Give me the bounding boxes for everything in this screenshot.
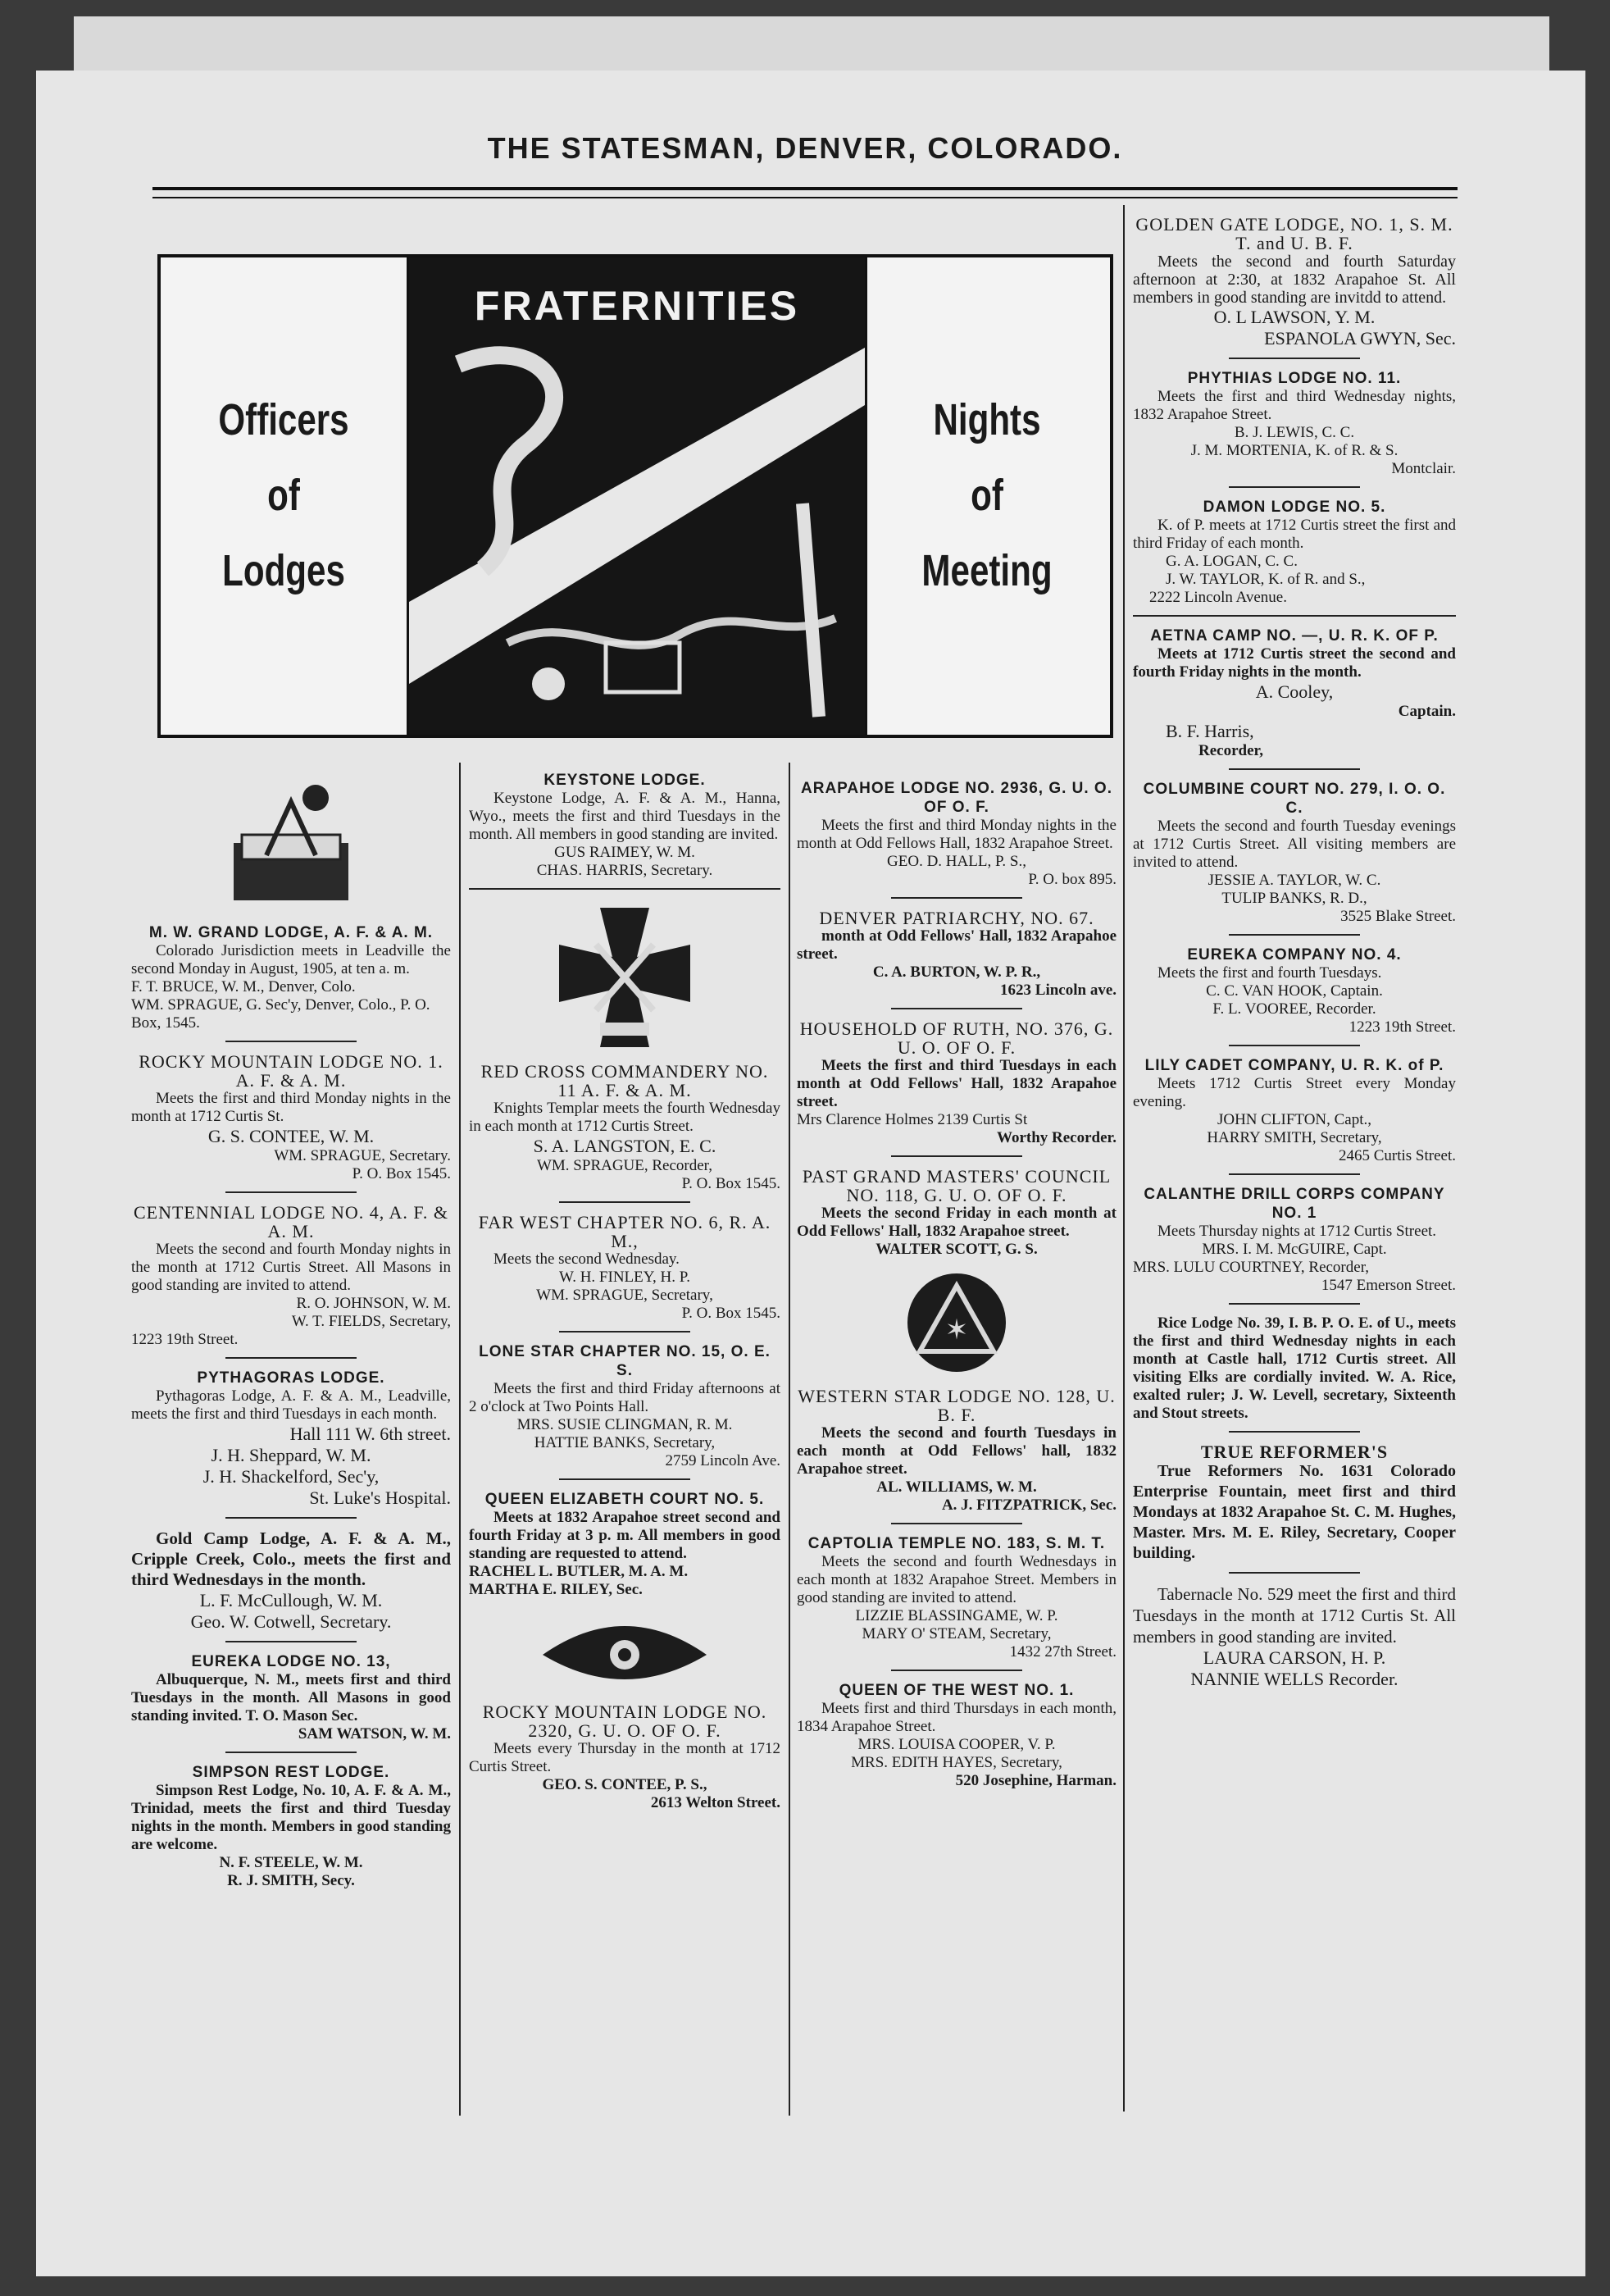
lodge-officer: Hall 111 W. 6th street. (289, 1424, 451, 1444)
separator (225, 1041, 357, 1042)
separator (891, 1670, 1022, 1671)
lodge-description: Rice Lodge No. 39, I. B. P. O. E. of U., meets the first and third Wednesday nights in each month at Castle hall, 1712 Curtis street. All visiting Elks are cordially invited. W. A. Rice, exalted ruler; J. W. Levell, secretary, Sixteenth and Stout streets. (1133, 1314, 1456, 1422)
lodge-description: Meets the first and third Monday nights in the month at 1712 Curtis St. (131, 1090, 451, 1125)
lodge-officer: 1623 Lincoln ave. (1000, 982, 1117, 999)
lodge-listing (1133, 1056, 1456, 1165)
lodge-title: CALANTHE DRILL CORPS COMPANY NO. 1 (1144, 1186, 1445, 1222)
lodge-listing (131, 1369, 451, 1509)
lodge-officer: 1432 27th Street. (1009, 1643, 1117, 1660)
lodge-officer: JOHN CLIFTON, Capt., (1217, 1111, 1372, 1128)
separator (1229, 358, 1360, 359)
lodge-title: CAPTOLIA TEMPLE NO. 183, S. M. T. (807, 1535, 1106, 1552)
lodge-officer: J. M. MORTENIA, K. of R. & S. (1190, 442, 1399, 459)
lodge-officer: B. F. Harris, (1166, 721, 1254, 741)
lodge-officer: MARTHA E. RILEY, Sec. (469, 1581, 643, 1598)
lodge-officer: G. S. CONTEE, W. M. (207, 1126, 375, 1146)
lodge-officer: O. L LAWSON, Y. M. (1213, 307, 1376, 327)
lodge-description: Colorado Jurisdiction meets in Leadville the second Monday in August, 1905, at ten a. m. (131, 942, 451, 977)
lodge-officer: LIZZIE BLASSINGAME, W. P. (855, 1607, 1058, 1624)
lodge-description: Meets the second Wednesday. (493, 1250, 680, 1268)
lodge-description: Knights Templar meets the fourth Wednesday in each month at 1712 Curtis Street. (469, 1100, 780, 1135)
separator (891, 1155, 1022, 1157)
lodge-officer: C. A. BURTON, W. P. R., (872, 963, 1041, 981)
lodge-officer: JESSIE A. TAYLOR, W. C. (1208, 872, 1381, 889)
lodge-title: LONE STAR CHAPTER NO. 15, O. E. S. (479, 1343, 771, 1379)
separator (225, 1752, 357, 1753)
lodge-listing (469, 1342, 780, 1470)
lodge-description: True Reformers No. 1631 Colorado Enterprise Fountain, meet first and third Mondays at 1832 Arapahoe St. C. M. Hughes, Master. Mrs. M. E. Riley, Secretary, Cooper building. (1133, 1462, 1456, 1562)
separator (1229, 1173, 1360, 1175)
lodge-listing (469, 771, 780, 880)
lodge-title: PHYTHIAS LODGE NO. 11. (1187, 370, 1402, 387)
separator (469, 888, 780, 890)
lodge-officer: ESPANOLA GWYN, Sec. (1264, 328, 1456, 348)
lodge-description: Meets the first and third Tuesdays in each month at Odd Fellows' Hall, 1832 Arapahoe street. (797, 1057, 1117, 1110)
lodge-listing (797, 1019, 1117, 1147)
lodge-officer: Montclair. (1391, 460, 1456, 477)
lodge-officer: GEO. D. HALL, P. S., (887, 853, 1026, 870)
lodge-description: K. of P. meets at 1712 Curtis street the first and third Friday of each month. (1133, 517, 1456, 552)
lodge-description: Meets the second and fourth Tuesdays in each month at Odd Fellows' hall, 1832 Arapahoe street. (797, 1424, 1117, 1478)
separator (559, 1201, 690, 1203)
lodge-officer: WM. SPRAGUE, Recorder, (536, 1157, 713, 1174)
lodge-officer: CHAS. HARRIS, Secretary. (536, 862, 713, 879)
lodge-officer: MRS. EDITH HAYES, Secretary, (851, 1754, 1062, 1771)
lodge-description: Meets the second and fourth Saturday afternoon at 2:30, at 1832 Arapahoe St. All members in good standing are invitdd to attend. (1133, 253, 1456, 307)
lodge-title: LILY CADET COMPANY, U. R. K. of P. (1144, 1057, 1444, 1074)
lodge-officer: P. O. Box 1545. (681, 1305, 780, 1322)
lodge-description: Meets the second and fourth Wednesdays in each month at 1832 Arapahoe Street. Members in good standing are invited to attend. (797, 1553, 1117, 1606)
lodge-description: Meets the second and fourth Monday nights in the month at 1712 Curtis Street. All Masons in good standing are invited to attend. (131, 1241, 451, 1294)
lodge-officer: WM. SPRAGUE, G. Sec'y, Denver, Colo., P. O. Box, 1545. (131, 996, 430, 1032)
lodge-listing (469, 1213, 780, 1323)
column-3 (797, 779, 1117, 1790)
lodge-officer: HARRY SMITH, Secretary, (1207, 1129, 1382, 1146)
lodge-officer: J. H. Shackelford, Sec'y, (202, 1466, 380, 1487)
lodge-listing (131, 1052, 451, 1183)
lodge-listing (1133, 626, 1456, 760)
lodge-officer: G. A. LOGAN, C. C. (1166, 553, 1298, 570)
lodge-description: Pythagoras Lodge, A. F. & A. M., Leadville, meets the first and third Tuesdays in each month. (131, 1387, 451, 1423)
lodge-officer: HATTIE BANKS, Secretary, (534, 1434, 716, 1451)
banner-art-title: FRATERNITIES (474, 283, 800, 329)
lodge-listing (1133, 498, 1456, 607)
banner-right-line: Meeting (921, 545, 1053, 595)
lodge-listing (469, 1490, 780, 1599)
lodge-officer: A. J. FITZPATRICK, Sec. (941, 1496, 1117, 1514)
column-2 (469, 771, 780, 1812)
separator (225, 1517, 357, 1519)
lodge-description: Meets first and third Thursdays in each month, 1834 Arapahoe Street. (797, 1700, 1117, 1735)
lodge-officer: P. O. Box 1545. (681, 1175, 780, 1192)
templar-cross-emblem-icon (551, 900, 698, 1055)
lodge-listing (797, 1167, 1117, 1259)
lodge-officer: SAM WATSON, W. M. (298, 1725, 451, 1742)
lodge-officer: F. L. VOOREE, Recorder. (1212, 1000, 1376, 1018)
lodge-title: CENTENNIAL LODGE NO. 4, A. F. & A. M. (133, 1202, 449, 1241)
lodge-officer: LAURA CARSON, H. P. (1203, 1647, 1386, 1668)
lodge-officer: St. Luke's Hospital. (309, 1487, 451, 1508)
lodge-listing (131, 1652, 451, 1743)
lodge-listing (469, 1062, 780, 1193)
lodge-description: Tabernacle No. 529 meet the first and third Tuesdays in the month at 1712 Curtis St. All members in good standing are invited. (1133, 1584, 1456, 1647)
lodge-description: month at Odd Fellows' Hall, 1832 Arapahoe street. (797, 927, 1117, 963)
separator (559, 1331, 690, 1332)
lodge-description: Meets at 1832 Arapahoe street second and fourth Friday at 3 p. m. All members in good standing are requested to attend. (469, 1509, 780, 1562)
lodge-listing (131, 1203, 451, 1349)
separator (559, 1478, 690, 1480)
separator (1229, 1303, 1360, 1305)
lodge-officer: MRS. LULU COURTNEY, Recorder, (1133, 1259, 1370, 1276)
column-4 (1133, 215, 1456, 1690)
lodge-title: DENVER PATRIARCHY, NO. 67. (819, 908, 1094, 928)
lodge-title: FAR WEST CHAPTER NO. 6, R. A. M., (478, 1212, 771, 1251)
lodge-title: COLUMBINE COURT NO. 279, I. O. O. C. (1143, 781, 1446, 817)
masthead: THE STATESMAN, DENVER, COLORADO. (487, 131, 1123, 165)
separator (1229, 1431, 1360, 1433)
separator (891, 1008, 1022, 1009)
torch-icon (803, 503, 819, 717)
star-triangle-emblem-icon (899, 1265, 1014, 1380)
lodge-description: Meets the first and fourth Tuesdays. (1157, 964, 1382, 982)
lodge-officer: TULIP BANKS, R. D., (1221, 890, 1367, 907)
lodge-listing (131, 1528, 451, 1633)
lodge-title: SIMPSON REST LODGE. (192, 1764, 390, 1781)
lodge-listing (1133, 780, 1456, 926)
column-rule (789, 763, 790, 2116)
lodge-officer: J. W. TAYLOR, K. of R. and S., (1166, 571, 1366, 588)
masonic-bible-emblem-icon (217, 777, 365, 917)
lodge-officer: 2222 Lincoln Avenue. (1149, 589, 1287, 606)
lodge-officer: L. F. McCullough, W. M. (199, 1590, 383, 1610)
banner-left-line: of (267, 471, 300, 521)
separator (225, 1641, 357, 1642)
lodge-description: Meets the second and fourth Tuesday evenings at 1712 Curtis Street. All visiting members are invited to attend. (1133, 818, 1456, 871)
lodge-officer: MRS. I. M. McGUIRE, Capt. (1202, 1241, 1387, 1258)
lodge-officer: 1223 19th Street. (1348, 1018, 1456, 1036)
lodge-listing (131, 1763, 451, 1890)
banner-illustration (407, 257, 867, 735)
separator (1229, 1045, 1360, 1046)
masthead-rule (152, 187, 1458, 198)
lodge-officer: 1223 19th Street. (131, 1331, 239, 1348)
lodge-officer: 520 Josephine, Harman. (955, 1772, 1117, 1789)
fraternities-banner (157, 254, 1113, 738)
lodge-listing (131, 923, 451, 1032)
lodge-description: Keystone Lodge, A. F. & A. M., Hanna, Wyo., meets the first and third Tuesdays in the month. All members in good standing are invited. (469, 790, 780, 843)
banner-left-line: Officers (218, 395, 349, 445)
all-seeing-eye-emblem-icon (526, 1606, 723, 1696)
lodge-description: Meets at 1712 Curtis street the second and fourth Friday nights in the month. (1133, 645, 1456, 681)
lodge-officer: A. Cooley, (1255, 681, 1334, 702)
separator (1229, 768, 1360, 770)
lodge-description: Albuquerque, N. M., meets first and third Tuesdays in the month. All Masons in good standing invited. T. O. Mason Sec. (131, 1671, 451, 1724)
lodge-title: KEYSTONE LODGE. (543, 772, 706, 789)
lodge-officer: P. O. box 895. (1028, 871, 1117, 888)
separator (891, 1523, 1022, 1524)
lodge-officer: AL. WILLIAMS, W. M. (876, 1478, 1037, 1496)
lodge-title: HOUSEHOLD OF RUTH, NO. 376, G. U. O. OF O. F. (799, 1018, 1114, 1058)
lodge-listing (469, 1702, 780, 1812)
lodge-title: M. W. GRAND LODGE, A. F. & A. M. (148, 924, 434, 941)
lodge-description: Meets Thursday nights at 1712 Curtis Street. (1157, 1223, 1437, 1240)
lodge-description: Meets the first and third Friday afternoons at 2 o'clock at Two Points Hall. (469, 1380, 780, 1415)
lodge-officer: R. O. JOHNSON, W. M. (296, 1295, 451, 1312)
lodge-listing (797, 779, 1117, 889)
lodge-listing (1133, 1583, 1456, 1690)
separator (1133, 615, 1456, 617)
lodge-officer: 2465 Curtis Street. (1338, 1147, 1456, 1164)
lodge-officer: MARY O' STEAM, Secretary, (862, 1625, 1052, 1642)
lodge-officer: Geo. W. Cotwell, Secretary. (190, 1611, 392, 1632)
lodge-officer: NANNIE WELLS Recorder. (1190, 1669, 1399, 1689)
lodge-officer: Recorder, (1198, 742, 1263, 759)
lodge-description: Meets the first and third Wednesday nights, 1832 Arapahoe Street. (1133, 388, 1456, 423)
lodge-officer: GEO. S. CONTEE, P. S., (542, 1776, 707, 1793)
separator (891, 897, 1022, 899)
lodge-officer: 2759 Lincoln Ave. (665, 1452, 780, 1469)
lodge-officer: B. J. LEWIS, C. C. (1234, 424, 1355, 441)
column-rule (459, 763, 461, 2116)
lodge-title: ROCKY MOUNTAIN LODGE NO. 2320, G. U. O. OF O. F. (482, 1702, 767, 1741)
lodge-description: Meets the second Friday in each month at Odd Fellows' Hall, 1832 Arapahoe street. (797, 1205, 1117, 1240)
lodge-officer: W. T. FIELDS, Secretary, (291, 1313, 451, 1330)
book-icon (606, 643, 680, 692)
lodge-officer: P. O. Box 1545. (352, 1165, 451, 1182)
lodge-title: RED CROSS COMMANDERY NO. 11 A. F. & A. M. (480, 1061, 769, 1100)
lodge-title: AETNA CAMP NO. —, U. R. K. OF P. (1150, 627, 1439, 645)
separator (1229, 486, 1360, 488)
lodge-officer: C. C. VAN HOOK, Captain. (1206, 982, 1383, 1000)
lodge-listing (797, 1681, 1117, 1790)
lodge-title: QUEEN ELIZABETH COURT NO. 5. (484, 1491, 765, 1508)
separator (225, 1357, 357, 1359)
lodge-officer: Mrs Clarence Holmes 2139 Curtis St (797, 1111, 1028, 1128)
banner-right-line: Nights (933, 395, 1041, 445)
lodge-officer: Captain. (1398, 703, 1456, 720)
lodge-title: EUREKA LODGE NO. 13, (191, 1653, 391, 1670)
svg-text:✶: ✶ (944, 1314, 969, 1346)
separator (1229, 934, 1360, 936)
lodge-title: EUREKA COMPANY NO. 4. (1187, 946, 1402, 963)
banner-right-text (891, 257, 1083, 735)
column-rule (1123, 205, 1125, 2112)
skull-icon (532, 667, 565, 700)
lodge-title: GOLDEN GATE LODGE, NO. 1, S. M. T. and U. B. F. (1135, 214, 1453, 253)
lodge-listing (1133, 1314, 1456, 1423)
banner-right-line: of (971, 471, 1003, 521)
lodge-title: DAMON LODGE NO. 5. (1203, 499, 1386, 516)
banner-diagonal-band (409, 348, 865, 684)
banner-left-text (188, 257, 380, 735)
lodge-listing (797, 1534, 1117, 1661)
lodge-officer: S. A. LANGSTON, E. C. (533, 1136, 716, 1156)
lodge-listing (1133, 945, 1456, 1036)
lodge-description: Simpson Rest Lodge, No. 10, A. F. & A. M., Trinidad, meets the first and third Tuesday nights in the month. Members in good standing are welcome. (131, 1782, 451, 1853)
lodge-officer: MRS. LOUISA COOPER, V. P. (857, 1736, 1056, 1753)
lodge-officer: W. H. FINLEY, H. P. (559, 1269, 690, 1286)
lodge-title: ARAPAHOE LODGE NO. 2936, G. U. O. OF O. F. (801, 780, 1112, 816)
lodge-officer: MRS. SUSIE CLINGMAN, R. M. (516, 1416, 733, 1433)
lodge-listing (1133, 1185, 1456, 1295)
lodge-officer: WALTER SCOTT, G. S. (875, 1241, 1038, 1258)
lodge-officer: WM. SPRAGUE, Secretary, (536, 1287, 713, 1304)
separator (225, 1191, 357, 1193)
separator (1229, 1572, 1360, 1574)
lodge-title: PYTHAGORAS LODGE. (197, 1369, 385, 1387)
lodge-officer: 2613 Welton Street. (650, 1794, 780, 1811)
lodge-title: PAST GRAND MASTERS' COUNCIL NO. 118, G. U. O. OF O. F. (802, 1166, 1112, 1205)
lodge-description: Meets every Thursday in the month at 1712 Curtis Street. (469, 1740, 780, 1775)
lodge-description: Gold Camp Lodge, A. F. & A. M., Cripple Creek, Colo., meets the first and third Wednesdays in the month. (131, 1528, 451, 1589)
lodge-listing (1133, 369, 1456, 478)
column-1 (131, 771, 451, 1890)
lodge-officer: WM. SPRAGUE, Secretary. (274, 1147, 451, 1164)
lodge-officer: F. T. BRUCE, W. M., Denver, Colo. (131, 978, 356, 995)
lodge-officer: RACHEL L. BUTLER, M. A. M. (469, 1563, 689, 1580)
lodge-listing (797, 1387, 1117, 1515)
lodge-title: ROCKY MOUNTAIN LODGE NO. 1. A. F. & A. M. (139, 1051, 443, 1091)
lodge-listing (1133, 1442, 1456, 1564)
lodge-officer: 3525 Blake Street. (1340, 908, 1456, 925)
lodge-description: Meets the first and third Monday nights in the month at Odd Fellows Hall, 1832 Arapahoe Street. (797, 817, 1117, 852)
lodge-officer: Worthy Recorder. (997, 1129, 1117, 1146)
lodge-description: Meets 1712 Curtis Street every Monday evening. (1133, 1075, 1456, 1110)
banner-left-line: Lodges (222, 545, 345, 595)
lodge-title: WESTERN STAR LODGE NO. 128, U. B. F. (798, 1386, 1116, 1425)
lodge-listing (797, 909, 1117, 1000)
lodge-officer: 1547 Emerson Street. (1321, 1277, 1456, 1294)
lodge-officer: R. J. SMITH, Secy. (227, 1872, 355, 1889)
lodge-title: QUEEN OF THE WEST NO. 1. (839, 1682, 1075, 1699)
lodge-officer: J. H. Sheppard, W. M. (211, 1445, 371, 1465)
lodge-listing (1133, 215, 1456, 349)
lodge-title: TRUE REFORMER'S (1200, 1442, 1389, 1462)
lodge-officer: GUS RAIMEY, W. M. (554, 844, 695, 861)
lodge-officer: N. F. STEELE, W. M. (219, 1854, 363, 1871)
